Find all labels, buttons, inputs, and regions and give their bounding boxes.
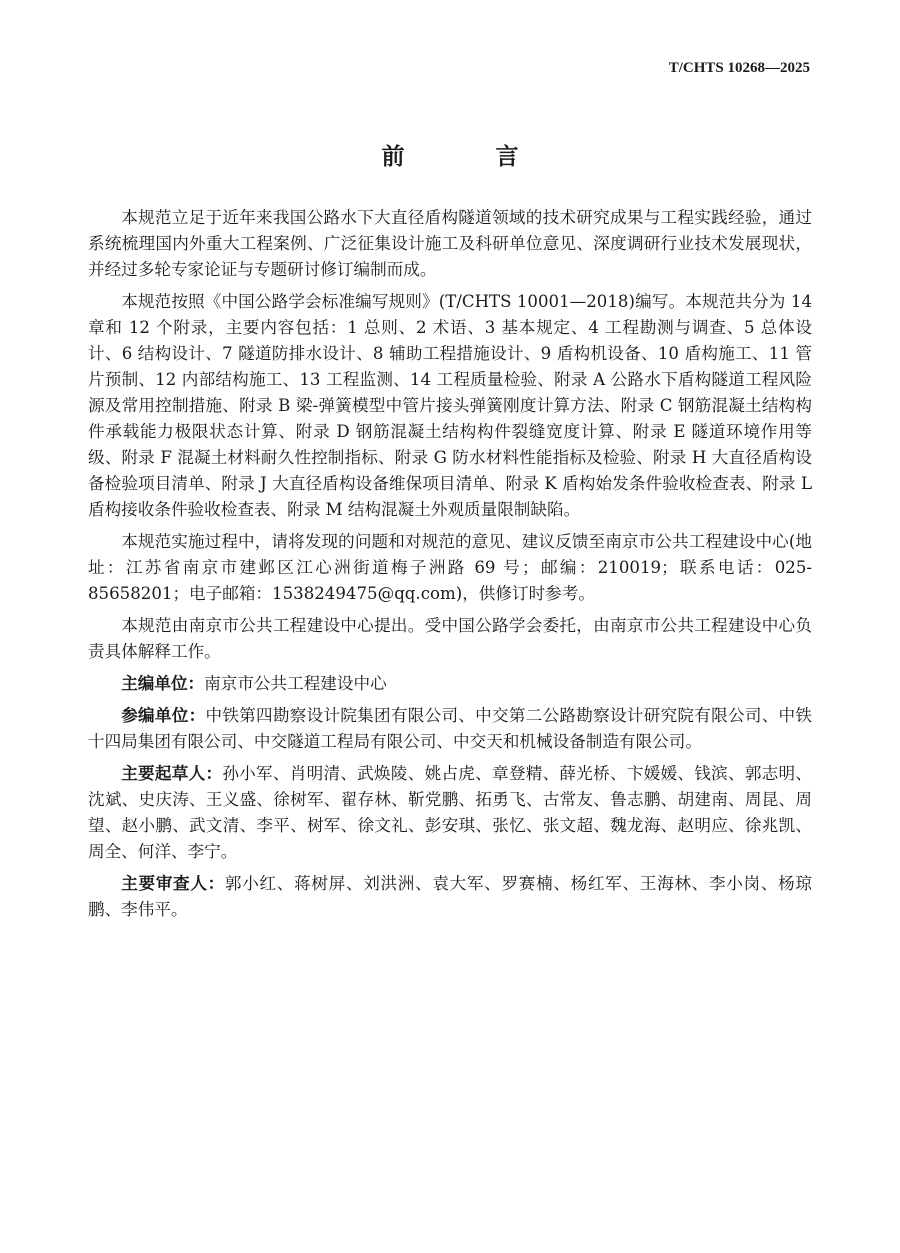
credit-participants bbox=[88, 703, 812, 755]
credit-label: 主要审查人： bbox=[121, 874, 225, 893]
page-title: 前 言 bbox=[381, 144, 553, 170]
paragraph: 本规范立足于近年来我国公路水下大直径盾构隧道领域的技术研究成果与工程实践经验，通过系统梳理国内外重大工程案例、广泛征集设计施工及科研单位意见、深度调研行业技术发展现状，并经过多轮专家论证与专题研讨修订编制而成。 bbox=[88, 208, 812, 279]
document-body bbox=[88, 205, 812, 929]
credit-label: 参编单位： bbox=[121, 706, 206, 725]
standard-code: T/CHTS 10268—2025 bbox=[668, 60, 810, 76]
paragraph: 本规范实施过程中，请将发现的问题和对规范的意见、建议反馈至南京市公共工程建设中心(地址：江苏省南京市建邺区江心洲街道梅子洲路 69 号；邮编：210019；联系电话：025-85658201；电子邮箱：1538249475@qq.com)，供修订时参考。 bbox=[88, 532, 812, 603]
credit-chief-editor bbox=[88, 671, 812, 697]
credit-text: 南京市公共工程建设中心 bbox=[204, 674, 387, 693]
credit-text: 孙小军、肖明清、武焕陵、姚占虎、章登精、薛光桥、卞媛媛、钱滨、郭志明、沈斌、史庆涛、王义盛、徐树军、翟存林、靳党鹏、拓勇飞、古常友、鲁志鹏、胡建南、周昆、周望、赵小鹏、武文清、李平、树军、徐文礼、彭安琪、张忆、张文超、魏龙海、赵明应、徐兆凯、周全、何洋、李宁。 bbox=[88, 764, 813, 861]
credit-text: 郭小红、蒋树屏、刘洪洲、袁大军、罗赛楠、杨红军、王海林、李小岗、杨琼鹏、李伟平。 bbox=[88, 874, 813, 919]
credit-reviewers bbox=[88, 871, 812, 923]
credit-text: 中铁第四勘察设计院集团有限公司、中交第二公路勘察设计研究院有限公司、中铁十四局集团有限公司、中交隧道工程局有限公司、中交天和机械设备制造有限公司。 bbox=[88, 706, 813, 751]
paragraph: 本规范由南京市公共工程建设中心提出。受中国公路学会委托，由南京市公共工程建设中心负责具体解释工作。 bbox=[88, 616, 812, 661]
credit-label: 主编单位： bbox=[121, 674, 205, 693]
paragraph: 本规范按照《中国公路学会标准编写规则》(T/CHTS 10001—2018)编写。本规范共分为 14 章和 12 个附录，主要内容包括：1 总则、2 术语、3 基本规定、4 工程勘测与调查、5 总体设计、6 结构设计、7 隧道防排水设计、8 辅助工程措施设计、9 盾构机设备、10 盾构施工、11 管片预制、12 内部结构施工、13 工程监测、14 工程质量检验、附录 A 公路水下盾构隧道工程风险源及常用控制措施、附录 B 梁-弹簧模型中管片接头弹簧刚度计算方法、附录 C 钢筋混凝土结构构件承载能力极限状态计算、附录 D 钢筋混凝土结构构件裂缝宽度计算、附录 E 隧道环境作用等级、附录 F 混凝土材料耐久性控制指标、附录 G 防水材料性能指标及检验、附录 H 大直径盾构设备检验项目清单、附录 J 大直径盾构设备维保项目清单、附录 K 盾构始发条件验收检查表、附录 L 盾构接收条件验收检查表、附录 M 结构混凝土外观质量限制缺陷。 bbox=[88, 292, 813, 519]
credit-label: 主要起草人： bbox=[121, 764, 223, 783]
credit-drafters bbox=[88, 761, 812, 865]
